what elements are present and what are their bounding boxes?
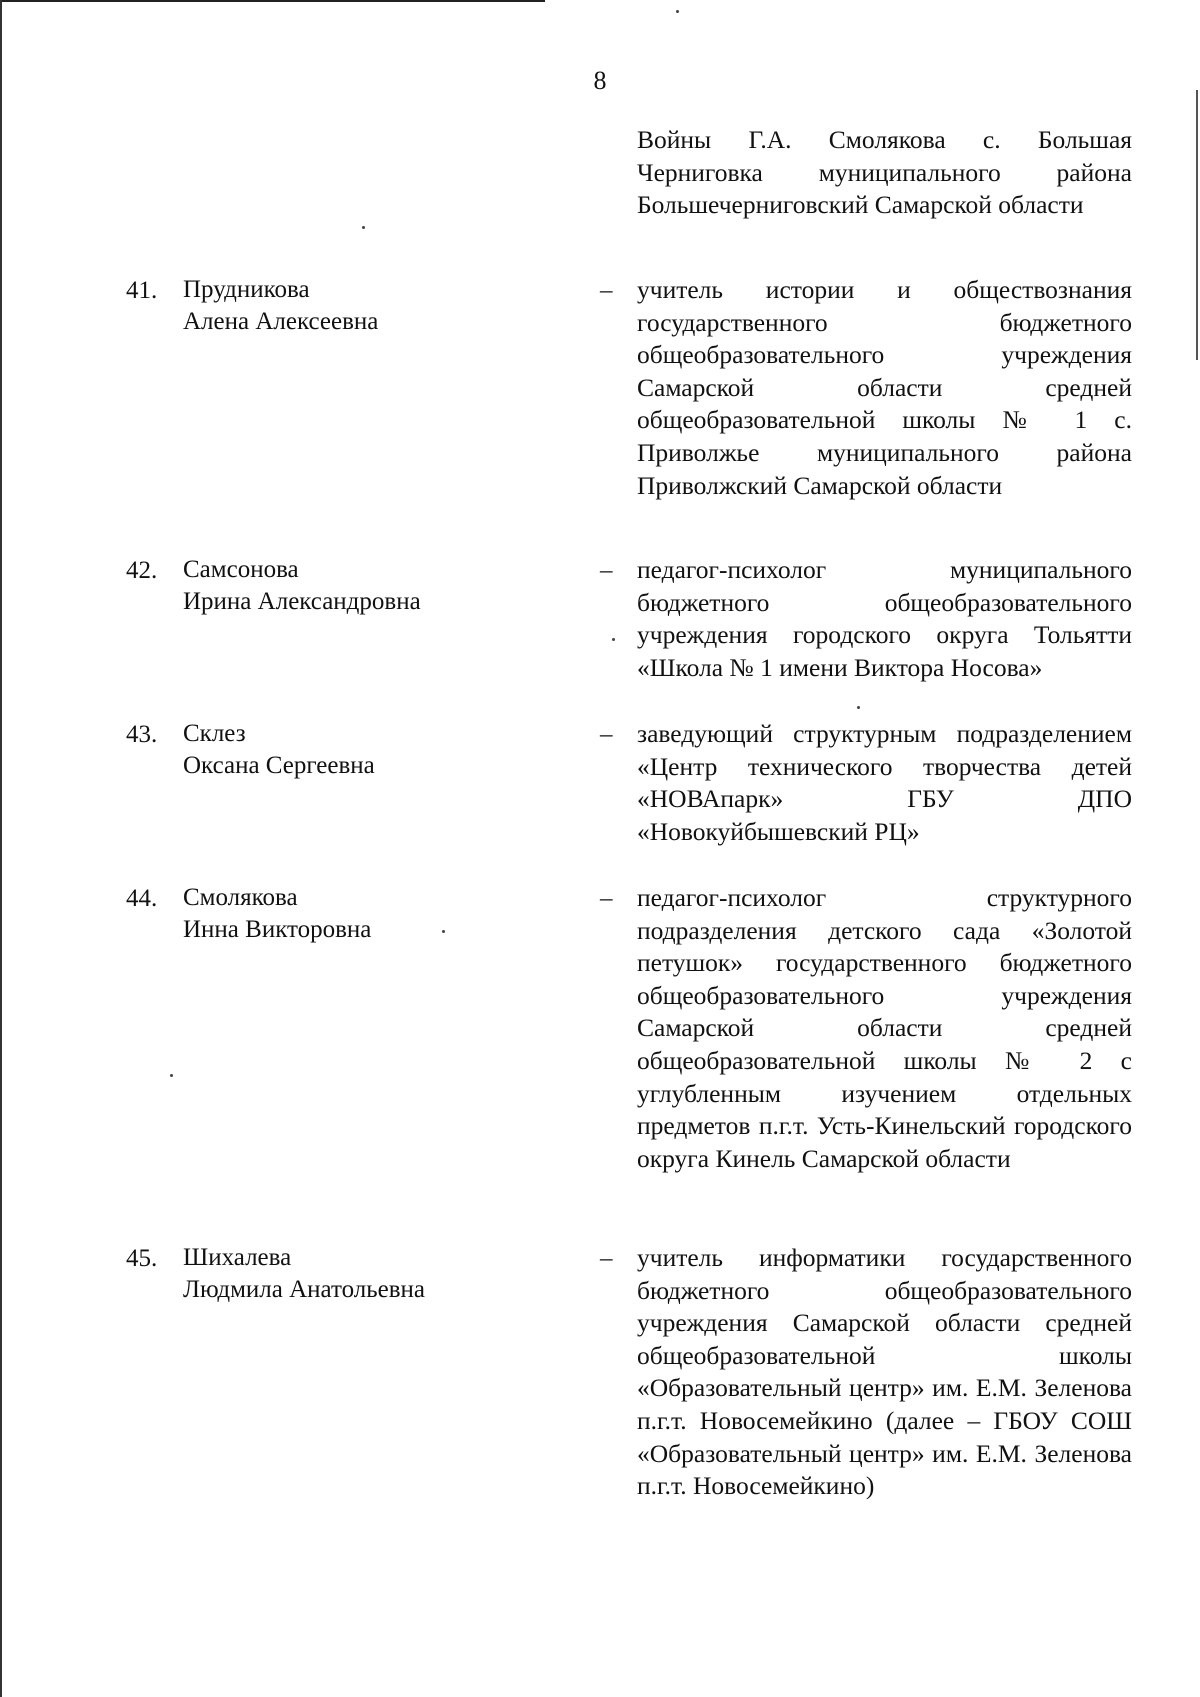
entry-position: педагог-психолог муниципального бюджетного общеобразовательного учреждения городского округа Тольятти «Школа № 1 имени Виктора Носова» [637,555,1132,682]
scan-speck [170,1074,173,1077]
scan-speck [362,226,365,229]
entry-number: 44. [126,885,158,912]
dash-separator: – [600,277,613,304]
dash-separator: – [600,721,613,748]
given-names: Ирина Александровна [183,588,421,615]
scan-edge-top [0,0,545,2]
entry-person-name [183,274,583,338]
entry-person-name [183,718,583,782]
scan-edge-right [1196,90,1198,360]
entry-person-name [183,882,583,946]
entry-number: 42. [126,557,158,584]
entry-position: педагог-психолог структурного подразделения детского сада «Золотой петушок» государственного бюджетного общеобразовательного учреждения Самарской области средней общеобразовательной школы № 2 с углубленным изучением отдельных предметов п.г.т. Усть-Кинельский городского округа Кинель Самарской области [637,883,1132,1173]
dash-separator: – [600,557,613,584]
entry-position: учитель информатики государственного бюджетного общеобразовательного учреждения Самарской области средней общеобразовательной школы «Образовательный центр» им. Е.М. Зеленова п.г.т. Новосемейкино (далее – ГБОУ СОШ «Образовательный центр» им. Е.М. Зеленова п.г.т. Новосемейкино) [637,1243,1132,1501]
entry-person-name [183,554,583,618]
given-names: Алена Алексеевна [183,308,379,335]
dash-separator: – [600,1245,613,1272]
entry-person-name [183,1242,583,1306]
entry-position: учитель истории и обществознания государственного бюджетного общеобразовательного учреждения Самарской области средней общеобразовательной школы № 1 с. Приволжье муниципального района Приволжский Самарской области [637,275,1132,500]
surname: Смолякова [183,884,298,911]
entry-number: 41. [126,277,158,304]
dash-separator: – [600,885,613,912]
scan-speck [442,930,445,933]
entry-number: 43. [126,721,158,748]
page-number: 8 [593,66,607,95]
entry-number: 45. [126,1245,158,1272]
surname: Прудникова [183,276,310,303]
surname: Склез [183,720,246,747]
scan-edge-left [0,0,2,1697]
continuation-text: Войны Г.А. Смолякова с. Большая Черниговка муниципального района Большечерниговский Самарской области [637,125,1132,220]
given-names: Оксана Сергеевна [183,752,375,779]
given-names: Людмила Анатольевна [183,1276,426,1303]
scan-speck [612,638,615,641]
scan-speck [857,706,860,709]
scan-speck [676,10,679,13]
given-names: Инна Викторовна [183,916,372,943]
surname: Самсонова [183,556,299,583]
entry-position: заведующий структурным подразделением «Центр технического творчества детей «НОВАпарк» ГБУ ДПО «Новокуйбышевский РЦ» [637,719,1132,846]
surname: Шихалева [183,1244,292,1271]
